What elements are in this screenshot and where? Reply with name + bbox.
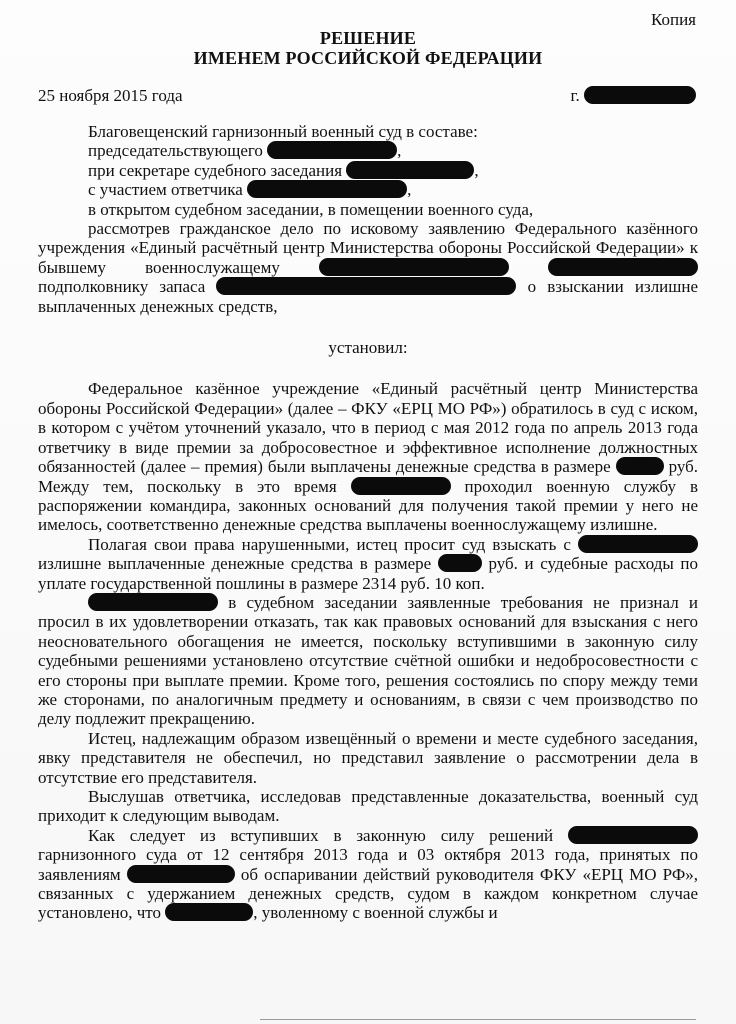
redaction (548, 258, 698, 276)
document-subtitle: ИМЕНЕМ РОССИЙСКОЙ ФЕДЕРАЦИИ (193, 48, 543, 68)
intro-case: рассмотрев гражданское дело по исковому заявлению Федерального казённого учреждения «Единый расчётный центр Министерства обороны Российской Федерации» к бывшему военнослужащему подполковнику запаса о взыскании излишне выплаченных денежных средств, (38, 219, 699, 316)
intro-secretary: при секретаре судебного заседания , (88, 160, 479, 180)
intro-defendant: с участием ответчика , (88, 180, 412, 200)
paragraph-3: в судебном заседании заявленные требования не признал и просил в их удовлетворении отказать, так как правовых оснований для взыскания с него неосновательного обогащения не имеется, поскольку вступившими в законную силу судебными решениями установлено отсутствие счётной ошибки и недобросовестности с его стороны при выплате премии. Кроме того, решения состоялись по спору между теми же сторонами, по аналогичным предмету и основаниям, в связи с чем производство по делу подлежит прекращению. (38, 592, 699, 729)
intro-court: Благовещенский гарнизонный военный суд в составе: (88, 122, 478, 141)
copy-label: Копия (650, 10, 696, 29)
redaction (88, 593, 218, 611)
redaction (616, 457, 664, 475)
paragraph-1: Федеральное казённое учреждение «Единый расчётный центр Министерства обороны Российской Федерации» (далее – ФКУ «ЕРЦ МО РФ») обратилось в суд с иском, в котором с учётом уточнений указало, что в период с мая 2012 года по апрель 2013 года ответчику в виде премии за добросовестное и эффективное исполнение должностных обязанностей (далее – премия) были выплачены денежные средства в размере руб. Между тем, поскольку в это время проходил военную службу в распоряжении командира, законных оснований для получения такой премии у него не имелось, соответственно денежные средства выплачены военнослужащему излишне. (38, 379, 699, 535)
redaction (216, 277, 516, 295)
redaction (247, 180, 407, 198)
document-body (38, 122, 698, 923)
date-line (38, 86, 696, 108)
city-prefix: г. (570, 86, 580, 105)
paragraph-6: Как следует из вступивших в законную силу решений гарнизонного суда от 12 сентября 2013 года и 03 октября 2013 года, принятых по заявлениям об оспаривании действий руководителя ФКУ «ЕРЦ МО РФ», связанных с удержанием денежных средств, судом в каждом конкретном случае установлено, что , уволенному с военной службы и (38, 825, 699, 923)
redaction (438, 554, 482, 572)
intro-session: в открытом судебном заседании, в помещении военного суда, (88, 199, 534, 219)
established-heading: установил: (328, 338, 408, 358)
page-edge-line (260, 1019, 696, 1020)
redaction (346, 161, 474, 179)
document-title: РЕШЕНИЕ (319, 28, 417, 48)
city (570, 86, 696, 106)
redaction (127, 865, 235, 883)
redaction (165, 903, 253, 921)
redaction (351, 477, 451, 495)
redaction (584, 86, 696, 104)
redaction (267, 141, 397, 159)
redaction (578, 535, 698, 553)
decision-date: 25 ноября 2015 года (38, 86, 183, 105)
intro-presiding: председательствующего , (88, 141, 402, 161)
redaction (319, 258, 509, 276)
paragraph-4: Истец, надлежащим образом извещённый о времени и месте судебного заседания, явку представителя не обеспечил, но представил заявление о рассмотрении дела в отсутствие его представителя. (38, 728, 698, 787)
paragraph-5: Выслушав ответчика, исследовав представленные доказательства, военный суд приходит к следующим выводам. (38, 787, 698, 826)
paragraph-2: Полагая свои права нарушенными, истец просит суд взыскать с излишне выплаченные денежные средства в размере руб. и судебные расходы по уплате государственной пошлины в размере 2314 руб. 10 коп. (38, 534, 699, 593)
redaction (568, 826, 698, 844)
